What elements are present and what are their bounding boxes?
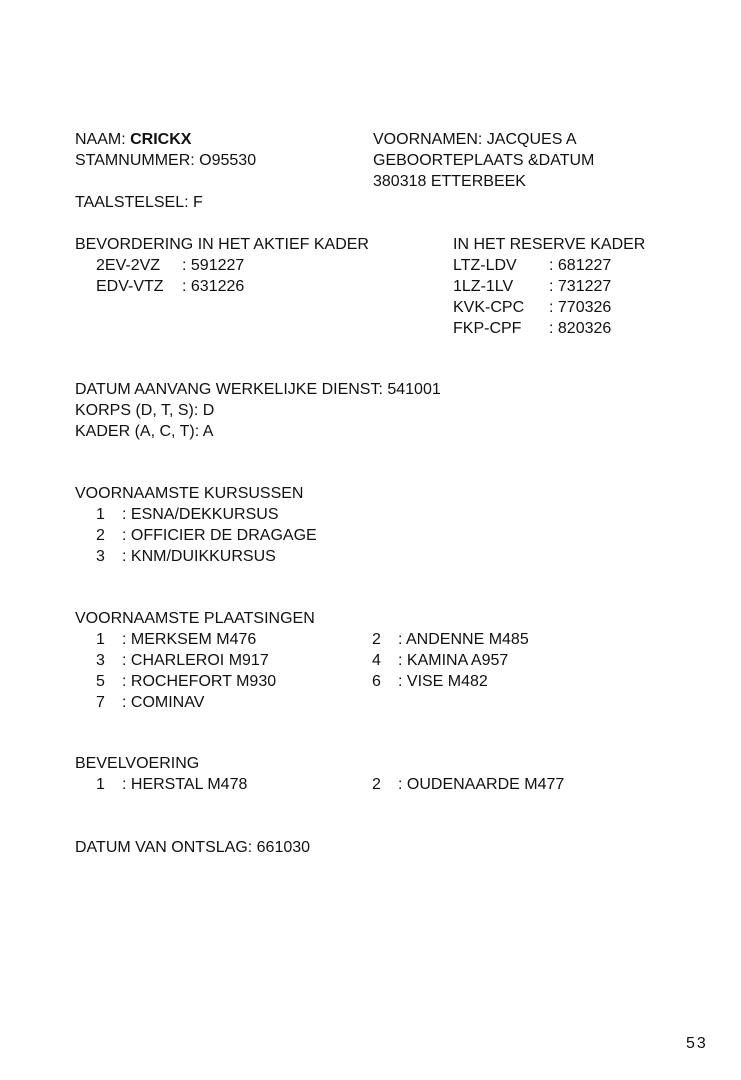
posting-item [96, 672, 276, 692]
item-number: 1 [96, 776, 105, 793]
item-number: 1 [96, 631, 105, 648]
stamnummer-label: STAMNUMMER: [75, 152, 195, 169]
item-text: : VISE M482 [398, 673, 488, 690]
item-text: : COMINAV [122, 694, 205, 711]
item-text: : CHARLEROI M917 [122, 652, 269, 669]
item-number: 3 [96, 548, 105, 565]
item-text: : KAMINA A957 [398, 652, 509, 669]
course-item [96, 526, 317, 546]
taalstelsel-line [75, 193, 203, 213]
item-text: : MERKSEM M476 [122, 631, 257, 648]
voornamen-value: JACQUES A [486, 131, 577, 148]
korps-line: KORPS (D, T, S): D [75, 402, 215, 419]
posting-item [372, 672, 488, 692]
courses-heading: VOORNAAMSTE KURSUSSEN [75, 485, 304, 502]
posting-item [96, 693, 204, 713]
posting-item [372, 651, 508, 671]
date: : 770326 [549, 299, 612, 316]
item-text: : OFFICIER DE DRAGAGE [122, 527, 317, 544]
rank: EDV-VTZ [96, 278, 164, 295]
item-number: 6 [372, 673, 381, 690]
rank: FKP-CPF [453, 320, 522, 337]
active-promotion-row [96, 277, 244, 297]
item-number: 3 [96, 652, 105, 669]
active-promotion-row [96, 256, 244, 276]
rank: 1LZ-1LV [453, 278, 514, 295]
service-start-date: DATUM AANVANG WERKELIJKE DIENST: 541001 [75, 381, 441, 398]
naam-value: CRICKX [130, 131, 192, 148]
item-number: 7 [96, 694, 105, 711]
course-item [96, 505, 278, 525]
naam-label: NAAM: [75, 131, 126, 148]
date: : 681227 [549, 257, 612, 274]
date: : 731227 [549, 278, 612, 295]
rank: LTZ-LDV [453, 257, 517, 274]
course-item [96, 547, 276, 567]
page-number: 53 [686, 1035, 708, 1052]
geboorte-value: 380318 ETTERBEEK [373, 173, 526, 190]
naam-line [75, 130, 191, 150]
date: : 820326 [549, 320, 612, 337]
kader-line: KADER (A, C, T): A [75, 423, 214, 440]
taalstelsel-value: F [192, 194, 203, 211]
date: : 591227 [182, 257, 245, 274]
rank: KVK-CPC [453, 299, 525, 316]
geboorte-label: GEBOORTEPLAATS &DATUM [373, 152, 595, 169]
reserve-promotion-row [453, 256, 611, 276]
taalstelsel-label: TAALSTELSEL: [75, 194, 189, 211]
postings-heading: VOORNAAMSTE PLAATSINGEN [75, 610, 315, 627]
item-text: : OUDENAARDE M477 [398, 776, 565, 793]
command-item [372, 775, 564, 795]
item-number: 1 [96, 506, 105, 523]
item-text: : KNM/DUIKKURSUS [122, 548, 276, 565]
date: : 631226 [182, 278, 245, 295]
item-number: 2 [372, 776, 381, 793]
reserve-promotion-row [453, 319, 611, 339]
stamnummer-line [75, 151, 256, 171]
reserve-promotion-row [453, 277, 611, 297]
item-number: 4 [372, 652, 381, 669]
rank: 2EV-2VZ [96, 257, 161, 274]
item-text: : ESNA/DEKKURSUS [122, 506, 279, 523]
command-heading: BEVELVOERING [75, 755, 200, 772]
posting-item [96, 630, 256, 650]
reserve-promotions-heading: IN HET RESERVE KADER [453, 236, 646, 253]
item-number: 2 [96, 527, 105, 544]
item-number: 5 [96, 673, 105, 690]
posting-item [372, 630, 529, 650]
item-number: 2 [372, 631, 381, 648]
item-text: : ROCHEFORT M930 [122, 673, 277, 690]
command-item [96, 775, 247, 795]
stamnummer-value: O95530 [199, 152, 257, 169]
discharge-date: DATUM VAN ONTSLAG: 661030 [75, 839, 311, 856]
item-text: : ANDENNE M485 [398, 631, 529, 648]
voornamen-line [373, 130, 577, 150]
reserve-promotion-row [453, 298, 611, 318]
active-promotions-heading: BEVORDERING IN HET AKTIEF KADER [75, 236, 369, 253]
item-text: : HERSTAL M478 [122, 776, 248, 793]
posting-item [96, 651, 269, 671]
voornamen-label: VOORNAMEN: [373, 131, 483, 148]
